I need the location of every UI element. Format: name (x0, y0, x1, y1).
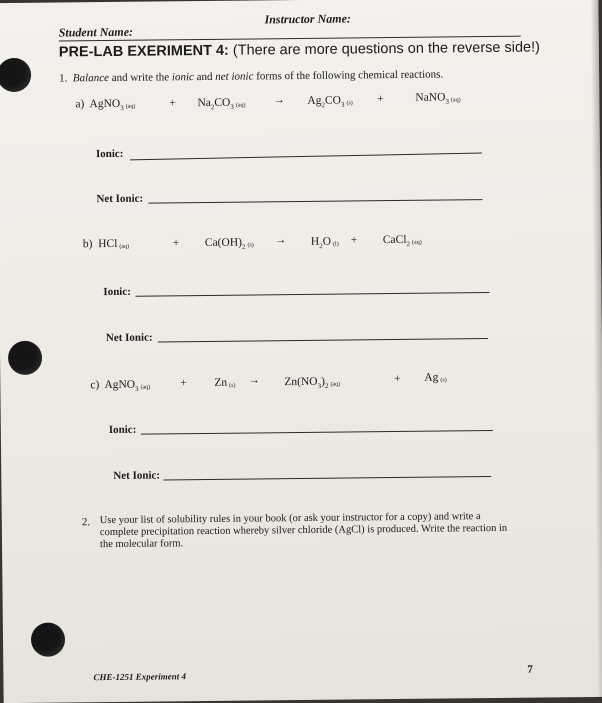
reaction-c-ionic-answer-line[interactable] (141, 430, 493, 435)
page-title (59, 39, 540, 60)
reaction-a-plus-1: + (169, 97, 176, 110)
reaction-a-ionic-answer-line[interactable] (130, 153, 482, 161)
reaction-b-reactant-1: HCl (aq) (98, 237, 130, 251)
page-edge-shadow (590, 0, 602, 697)
reaction-b-product-2: CaCl$_2$ (aq) (382, 233, 422, 249)
reaction-b-net-ionic-label: Net Ionic: (105, 331, 153, 345)
reaction-b-ionic-label: Ionic: (103, 285, 131, 299)
reaction-a-product-1: $Ag_2CO_3$ (s) (307, 94, 353, 110)
page-number: 7 (527, 663, 533, 676)
reaction-a-product-2: NaNO$_3$ (aq) (415, 91, 461, 106)
page-title-note: (There are more questions on the reverse side!) (228, 39, 541, 59)
footer-course: CHE-1251 Experiment 4 (93, 671, 186, 683)
reaction-b-ionic-answer-line[interactable] (135, 292, 489, 297)
reaction-b-product-1: $H_2O$ (l) (310, 235, 339, 251)
reaction-c-plus-2: + (394, 372, 401, 386)
student-name-label: Student Name: (58, 24, 134, 40)
reaction-c-net-ionic-label: Net Ionic: (113, 469, 161, 482)
reaction-c-plus-1: + (180, 377, 187, 390)
reaction-c-net-ionic-answer-line[interactable] (163, 476, 491, 480)
q1-balance-word: Balance (72, 71, 110, 85)
reaction-b-arrow: → (274, 234, 287, 247)
reaction-c-product-1: $Zn(NO_3)_2$ (aq) (284, 375, 341, 391)
reaction-a (75, 98, 135, 113)
reaction-c-reactant-2: Zn (s) (214, 376, 236, 389)
binder-hole-middle (8, 341, 42, 375)
binder-hole-bottom (31, 622, 65, 656)
reaction-a-ionic-label: Ionic: (95, 147, 124, 161)
binder-hole-top (0, 58, 31, 92)
q1-ionic-word: ionic (171, 71, 194, 84)
q1-text-2: and (193, 70, 216, 84)
q1-text-3: forms of the following chemical reactions. (253, 68, 444, 83)
instructor-name-label: Instructor Name: (264, 11, 351, 27)
reaction-b-plus-2: + (350, 234, 358, 247)
reaction-b (83, 238, 129, 250)
q1-text-1: and write the (108, 71, 172, 84)
reaction-a-reactant-1: AgNO$_3$ (aq) (89, 97, 136, 113)
reaction-c (90, 379, 150, 394)
reaction-a-plus-2: + (377, 93, 384, 106)
reaction-c-arrow: → (248, 374, 260, 387)
reaction-c-product-2: Ag (s) (424, 371, 447, 384)
reaction-a-arrow: → (273, 94, 285, 107)
reaction-a-label: a) (75, 98, 85, 111)
reaction-b-label: b) (82, 238, 93, 251)
reaction-a-net-ionic-label: Net Ionic: (96, 192, 144, 206)
reaction-c-reactant-1: AgNO$_3$ (aq) (104, 378, 151, 394)
reaction-b-plus-1: + (172, 237, 180, 250)
reaction-a-reactant-2: $Na_2CO_3$ (aq) (197, 96, 246, 112)
reaction-b-net-ionic-answer-line[interactable] (158, 338, 488, 342)
reaction-a-net-ionic-answer-line[interactable] (148, 199, 482, 203)
question-1 (59, 68, 443, 84)
reaction-b-reactant-2: $Ca(OH)_2$ (s) (204, 236, 254, 251)
question-2-text: Use your list of solubility rules in your book (or ask your instructor for a copy) and write a complete precipitation reaction whereby silver chloride (AgCl) is produced. Write the reaction in the molecular form. (99, 511, 508, 551)
q1-net-ionic-word: net ionic (215, 70, 254, 83)
reaction-c-label: c) (90, 379, 100, 392)
question-2-number: 2. (81, 516, 91, 529)
question-1-number: 1. (59, 72, 68, 85)
reaction-c-ionic-label: Ionic: (108, 423, 137, 437)
page-title-bold: PRE-LAB EXERIMENT 4: (58, 42, 229, 61)
